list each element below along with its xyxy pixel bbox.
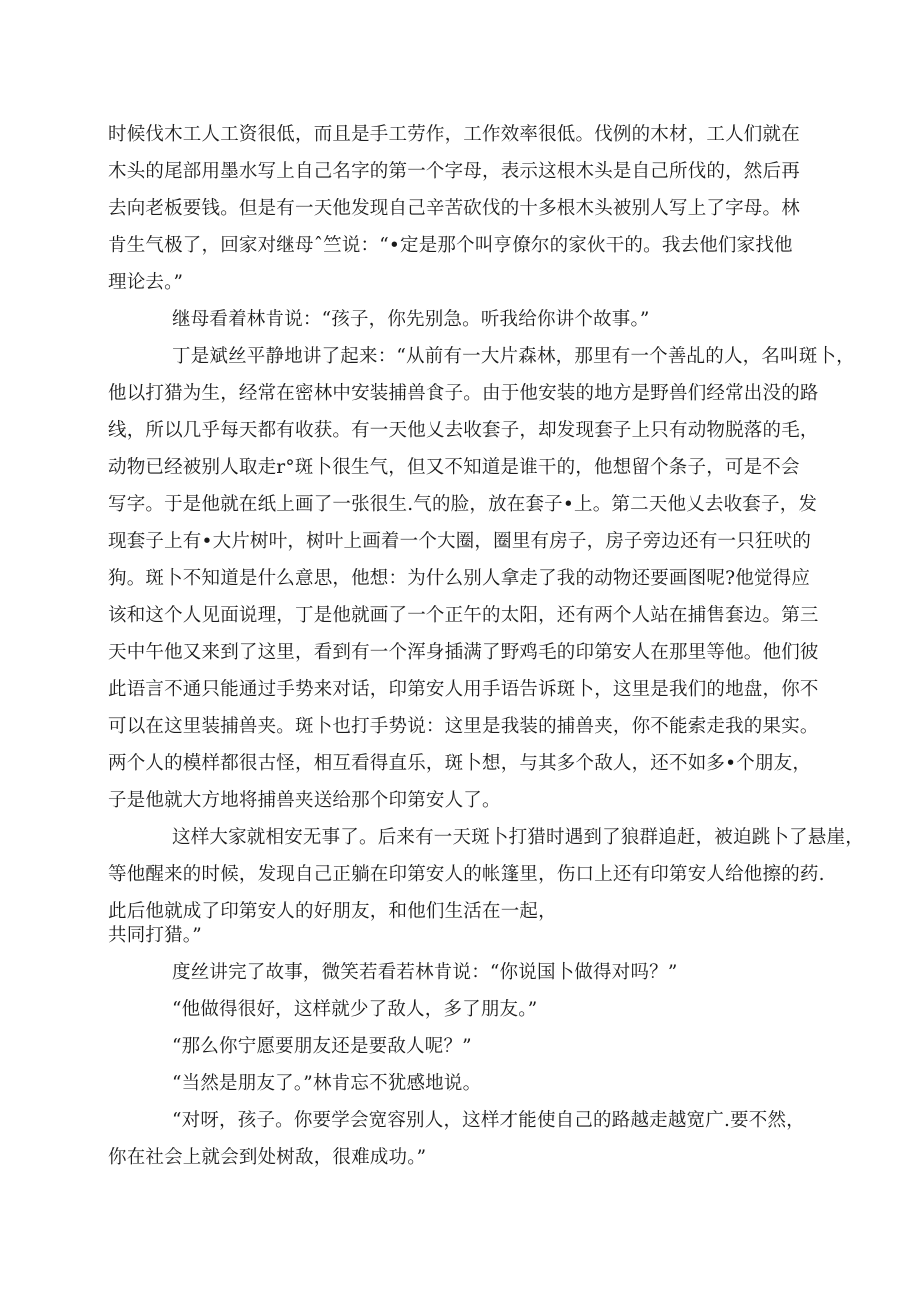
text-line: 此后他就成了印第安人的好朋友，和他们生活在一起， xyxy=(108,901,557,922)
text-line: 木头的尾部用墨水写上自己名字的第一个字母，表示这根木头是自己所伐的，然后再 xyxy=(108,161,800,182)
text-line: 继母看着林肯说：“孩子，你先别急。听我给你讲个故事。” xyxy=(172,309,650,330)
text-line: 你在社会上就会到处树敌，很难成功。” xyxy=(108,1147,427,1168)
text-line: 理论去。” xyxy=(108,272,184,293)
text-line: 这样大家就相安无事了。后来有一天斑卜打猎时遇到了狼群追赶，被迫跳卜了悬崖， xyxy=(172,827,864,848)
text-line: 现套子上有•大片树叶，树叶上画着一个大圈，圈里有房子，房子旁边还有一只狂吠的 xyxy=(108,531,812,552)
text-line: 子是他就大方地将捕兽夹送给那个印第安人了。 xyxy=(108,790,501,811)
text-line: 时候伐木工人工资很低，而且是手工劳作，工作效率很低。伐例的木材，工人们就在 xyxy=(108,124,800,145)
text-line: “当然是朋友了。”林肯忘不犹感地说。 xyxy=(172,1073,482,1094)
text-line: 丁是斌丝平静地讲了起来：“从前有一大片森林，那里有一个善乩的人，名叫斑卜， xyxy=(172,346,855,367)
text-line: 狗。斑卜不知道是什么意思，他想：为什么别人拿走了我的动物还要画图呢?他觉得应 xyxy=(108,568,811,589)
text-line: “那么你宁愿要朋友还是要敌人呢？” xyxy=(172,1036,472,1057)
text-line: 此语言不通只能通过手势来对话，印第安人用手语告诉斑卜，这里是我们的地盘，你不 xyxy=(108,679,819,700)
text-line: 两个人的模样都很古怪，相互看得直乐，斑卜想，与其多个敌人，还不如多•个朋友， xyxy=(108,753,812,774)
text-line: 动物已经被别人取走r°斑卜很生气，但又不知道是谁干的，他想留个条子，可是不会 xyxy=(108,457,800,478)
text-line: 天中午他又来到了这里，看到有一个浑身插满了野鸡毛的印第安人在那里等他。他们彼 xyxy=(108,642,819,663)
text-line: 肯生气极了，回家对继母ˆ竺说：“•定是那个叫亨僚尔的家伙干的。我去他们家找他 xyxy=(108,235,793,256)
text-line: 该和这个人见面说理，丁是他就画了一个正午的太阳，还有两个人站在捕售套边。第三 xyxy=(108,605,819,626)
text-line: 可以在这里装捕兽夹。斑卜也打手势说：这里是我装的捕兽夹，你不能索走我的果实。 xyxy=(108,716,819,737)
text-line: 等他醒来的时候，发现自己正躺在印第安人的帐篷里，伤口上还有印第安人给他擦的药. xyxy=(108,864,825,885)
text-line: 度丝讲完了故事，微笑若看若林肯说：“你说国卜做得对吗？” xyxy=(172,962,678,983)
text-line: “对呀，孩子。你要学会宽容别人，这样才能使自己的路越走越宽广.要不然， xyxy=(172,1110,805,1131)
text-line: 线，所以几乎每天都有收获。有一天他乂去收套子，却发现套子上只有动物脱落的毛， xyxy=(108,420,819,441)
text-line: 他以打猎为生，经常在密林中安装捕兽食子。由于他安装的地方是野兽们经常出没的路 xyxy=(108,383,819,404)
text-line: “他做得很好，这样就少了敌人，多了朋友。” xyxy=(172,999,538,1020)
text-line: 去向老板要钱。但是有一天他发现自己辛苦砍伐的十多根木头被别人写上了字母。林 xyxy=(108,198,800,219)
text-line: 共同打猎。” xyxy=(108,925,202,946)
text-line: 写字。于是他就在纸上画了一张很生.气的脸，放在套子•上。第二天他乂去收套子，发 xyxy=(108,494,818,515)
